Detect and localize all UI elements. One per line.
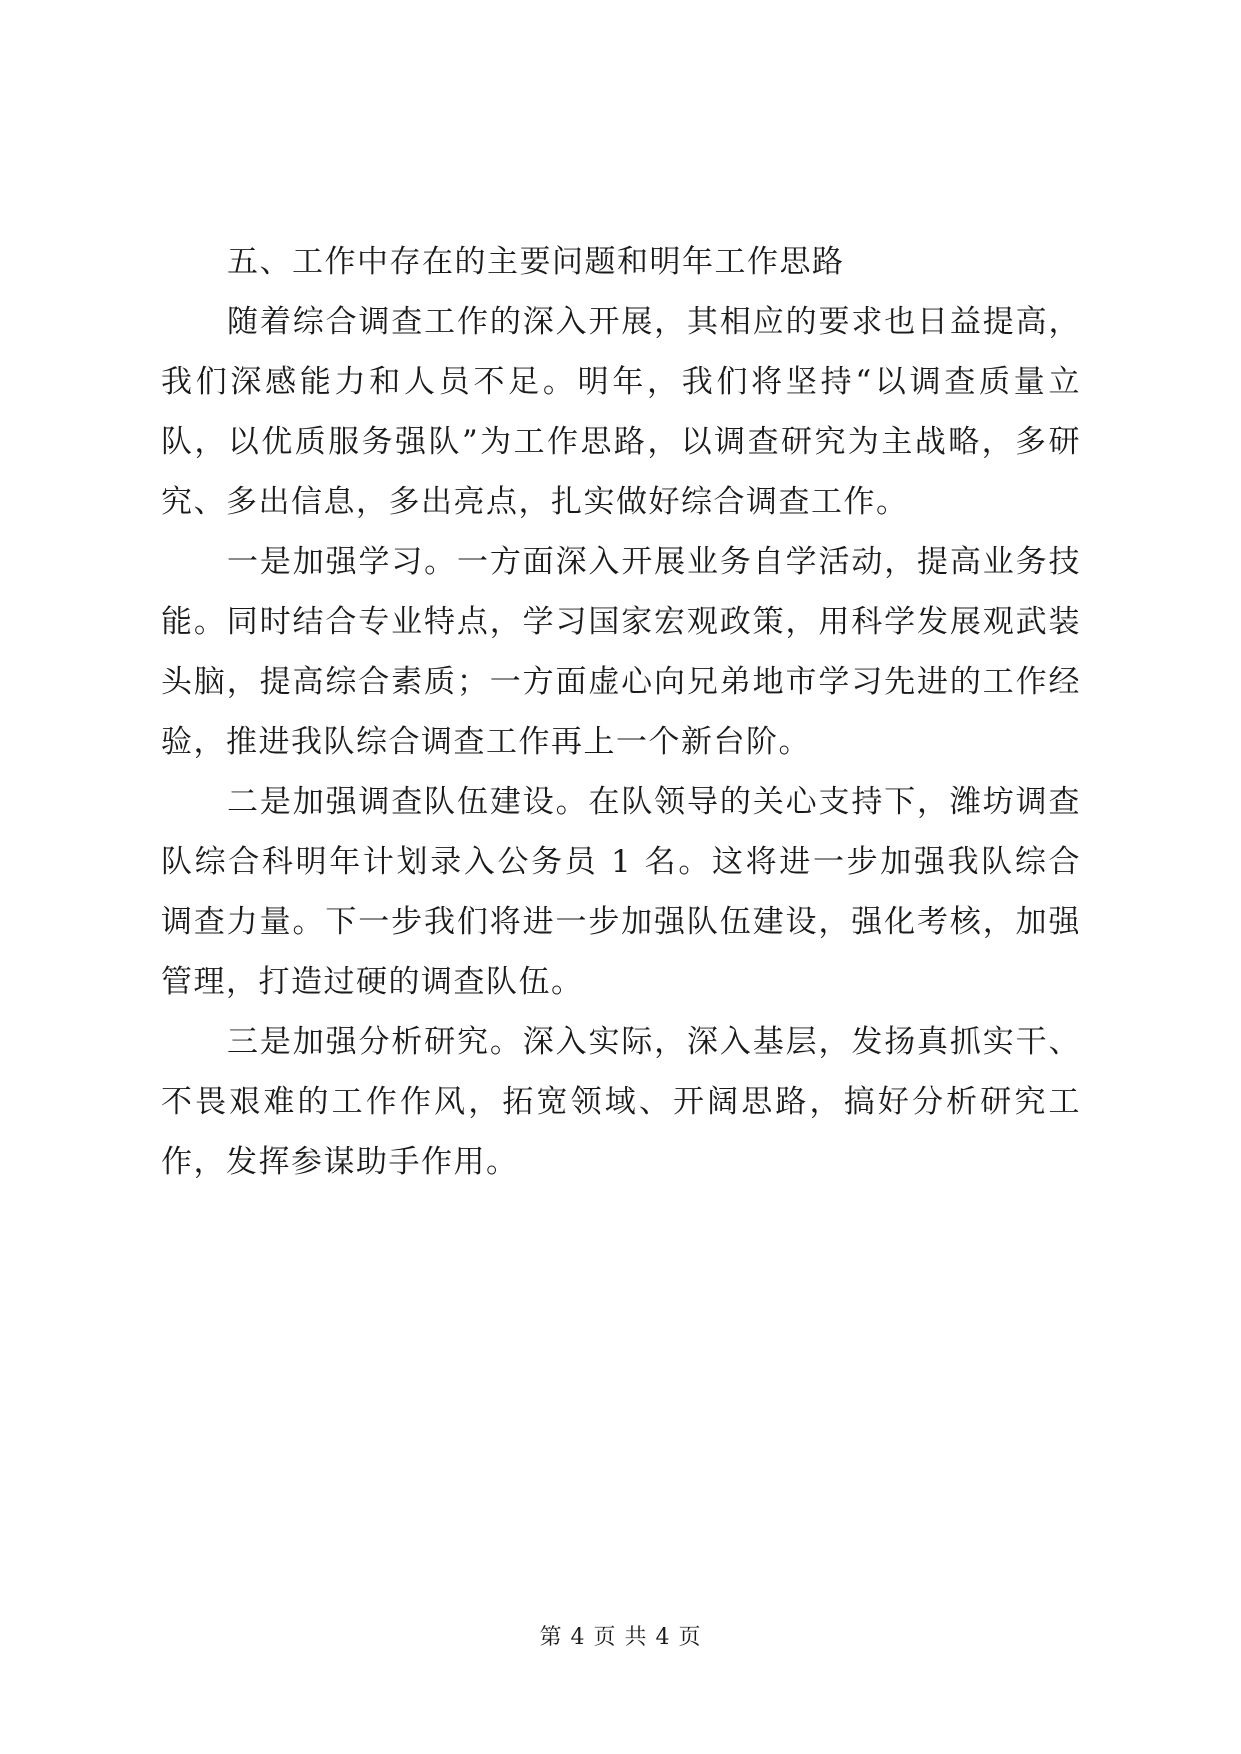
paragraph-analysis: 三是加强分析研究。深入实际，深入基层，发扬真抓实干、不畏艰难的工作作风，拓宽领域、开阔思路，搞好分析研究工作，发挥参谋助手作用。 — [161, 1024, 1081, 1180]
paragraph-study: 一是加强学习。一方面深入开展业务自学活动，提高业务技能。同时结合专业特点，学习国家宏观政策，用科学发展观武装头脑，提高综合素质；一方面虚心向兄弟地市学习先进的工作经验，推进我队综合调查工作再上一个新台阶。 — [161, 544, 1081, 760]
paragraph-intro: 随着综合调查工作的深入开展，其相应的要求也日益提高，我们深感能力和人员不足。明年，我们将坚持“以调查质量立队，以优质服务强队”为工作思路，以调查研究为主战略，多研究、多出信息，多出亮点，扎实做好综合调查工作。 — [161, 304, 1081, 520]
page-footer: 第 4 页 共 4 页 — [539, 1625, 702, 1650]
section-heading: 五、工作中存在的主要问题和明年工作思路 — [227, 244, 845, 280]
paragraph-team-building: 二是加强调查队伍建设。在队领导的关心支持下，潍坊调查队综合科明年计划录入公务员 1 名。这将进一步加强我队综合调查力量。下一步我们将进一步加强队伍建设，强化考核，加强管理，打造过硬的调查队伍。 — [161, 784, 1081, 1000]
document-body — [161, 232, 1081, 1192]
